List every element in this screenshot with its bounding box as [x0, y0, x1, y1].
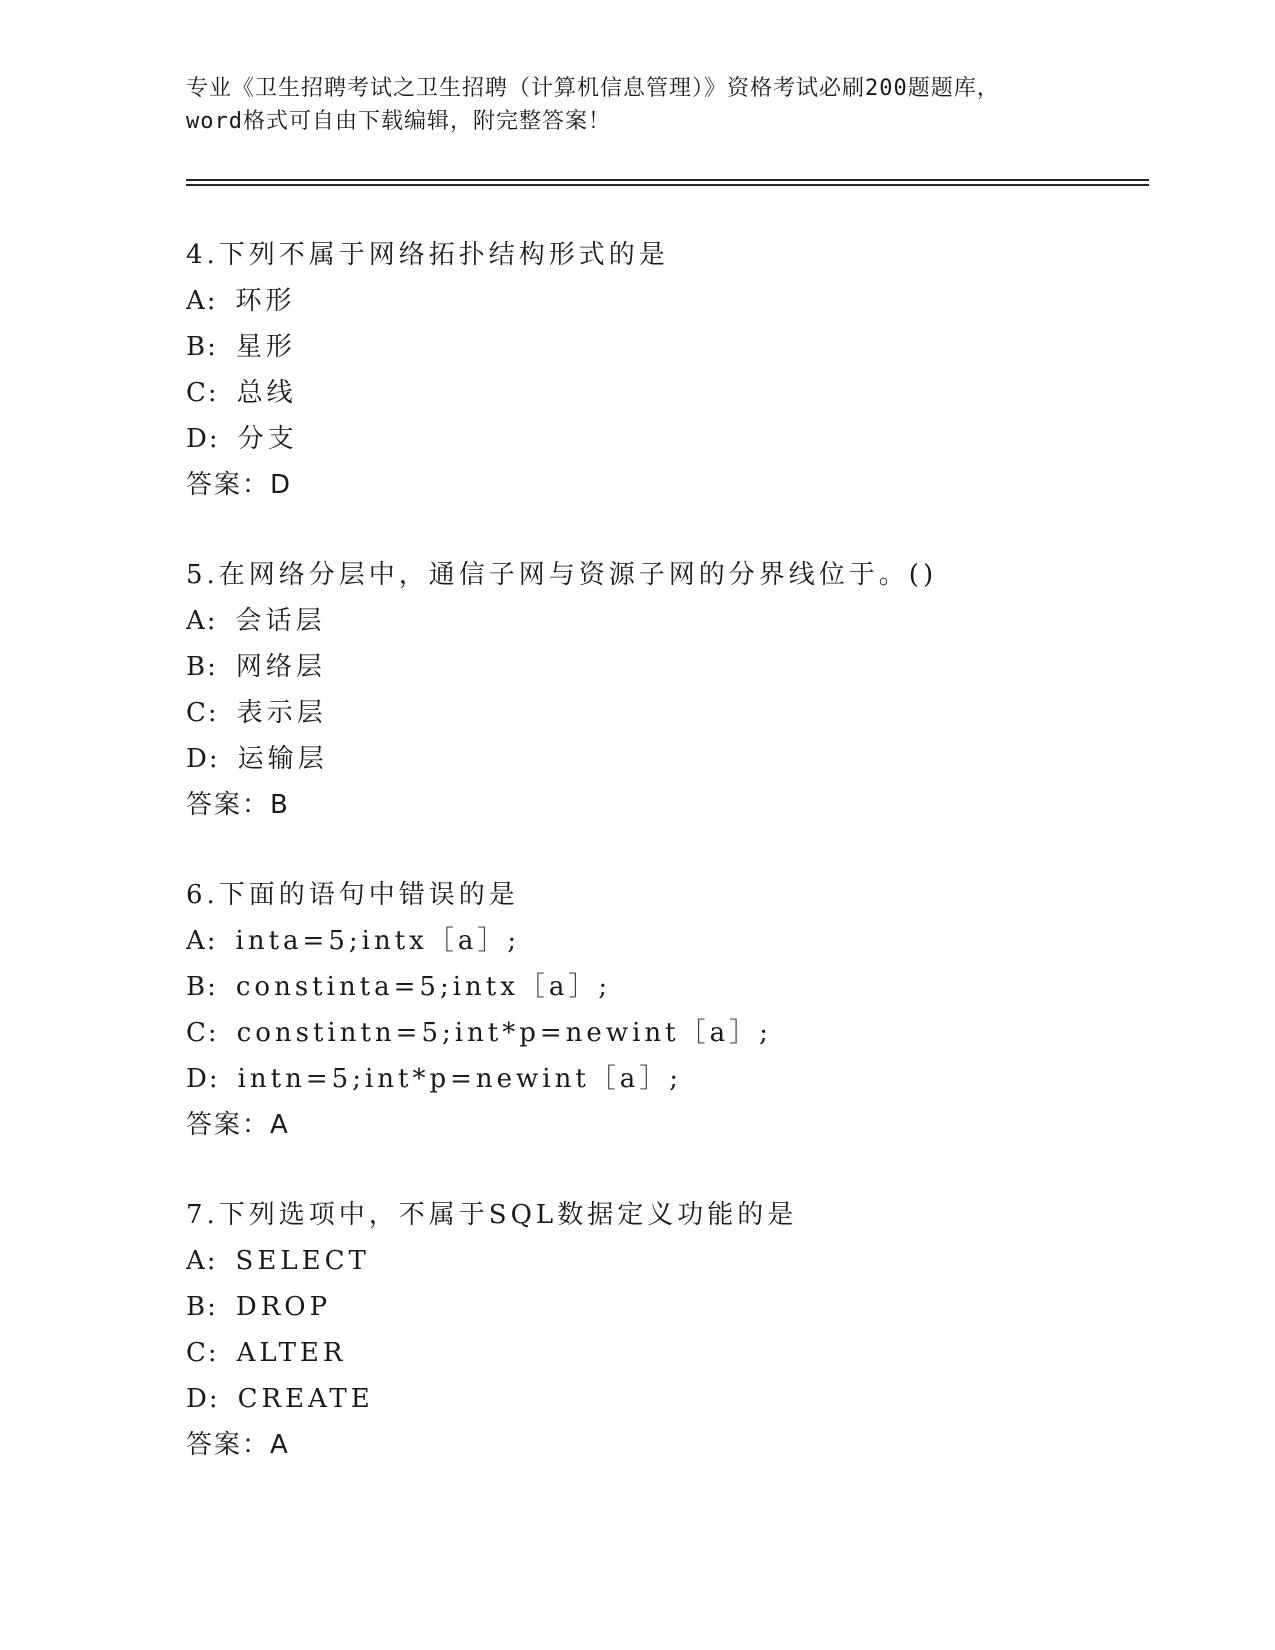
option-text: 分支	[237, 424, 298, 454]
option-text: 网络层	[235, 652, 326, 682]
option-c	[186, 370, 1146, 416]
option-text: constinta=5;intx［a］;	[235, 972, 612, 1002]
header-line-1: 专业《卫生招聘考试之卫生招聘（计算机信息管理）》资格考试必刷200题题库，	[186, 76, 1000, 101]
question-block	[186, 872, 1146, 1148]
option-a	[186, 598, 1146, 644]
option-text: 表示层	[236, 698, 327, 728]
option-d	[186, 736, 1146, 782]
answer-line: 答案：A	[186, 1430, 290, 1460]
option-c	[186, 1330, 1146, 1376]
option-key: A:	[186, 926, 218, 956]
header-divider-bottom	[186, 184, 1149, 186]
question-block	[186, 1192, 1146, 1468]
header-line-2: word格式可自由下载编辑，附完整答案！	[186, 109, 611, 134]
option-text: 总线	[236, 378, 297, 408]
option-key: D:	[186, 744, 220, 774]
answer-line: 答案：B	[186, 790, 290, 820]
answer-line: 答案：D	[186, 470, 293, 500]
option-key: C:	[186, 378, 219, 408]
option-d	[186, 1056, 1146, 1102]
question-block	[186, 552, 1146, 828]
option-key: D:	[186, 424, 220, 454]
option-text: intn=5;int*p=newint［a］;	[237, 1064, 683, 1094]
option-key: C:	[186, 698, 219, 728]
option-c	[186, 1010, 1146, 1056]
option-key: A:	[186, 606, 218, 636]
option-b	[186, 1284, 1146, 1330]
answer-line: 答案：A	[186, 1110, 290, 1140]
option-key: A:	[186, 286, 218, 316]
option-text: CREATE	[237, 1384, 374, 1414]
option-key: D:	[186, 1064, 220, 1094]
option-key: C:	[186, 1338, 219, 1368]
option-text: 环形	[235, 286, 296, 316]
option-d	[186, 1376, 1146, 1422]
option-d	[186, 416, 1146, 462]
question-title: 6.下面的语句中错误的是	[186, 880, 519, 910]
option-text: constintn=5;int*p=newint［a］;	[236, 1018, 772, 1048]
option-key: B:	[186, 972, 218, 1002]
option-key: B:	[186, 652, 218, 682]
header-divider-top	[186, 179, 1149, 181]
question-title: 5.在网络分层中，通信子网与资源子网的分界线位于。()	[186, 560, 938, 590]
option-text: 运输层	[237, 744, 328, 774]
option-a	[186, 278, 1146, 324]
option-text: ALTER	[236, 1338, 347, 1368]
option-text: SELECT	[235, 1246, 370, 1276]
option-b	[186, 644, 1146, 690]
document-header	[186, 72, 1086, 138]
option-text: 会话层	[235, 606, 326, 636]
question-block	[186, 232, 1146, 508]
option-text: inta=5;intx［a］;	[235, 926, 521, 956]
option-c	[186, 690, 1146, 736]
option-a	[186, 918, 1146, 964]
option-b	[186, 324, 1146, 370]
option-key: A:	[186, 1246, 218, 1276]
option-a	[186, 1238, 1146, 1284]
question-title: 4.下列不属于网络拓扑结构形式的是	[186, 240, 669, 270]
option-key: B:	[186, 332, 218, 362]
option-text: DROP	[235, 1292, 332, 1322]
option-key: C:	[186, 1018, 219, 1048]
question-title: 7.下列选项中，不属于SQL数据定义功能的是	[186, 1200, 798, 1230]
option-key: B:	[186, 1292, 218, 1322]
option-b	[186, 964, 1146, 1010]
option-key: D:	[186, 1384, 220, 1414]
option-text: 星形	[235, 332, 296, 362]
